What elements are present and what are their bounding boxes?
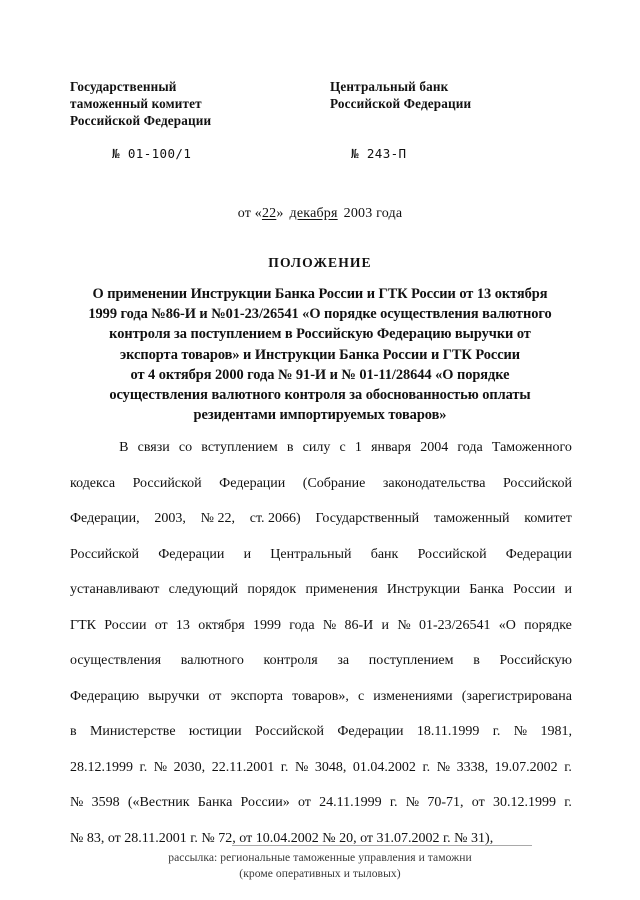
body-word: Федерации bbox=[505, 546, 572, 562]
body-word: ГТК bbox=[70, 617, 96, 633]
body-word: Таможенного bbox=[491, 440, 572, 455]
body-word: в bbox=[473, 653, 480, 668]
body-word: связи bbox=[137, 440, 170, 455]
body-word: № bbox=[397, 617, 411, 633]
body-word: № bbox=[70, 795, 84, 810]
body-line bbox=[70, 430, 572, 466]
body-word: применения bbox=[305, 582, 378, 597]
document-number-left-wrap bbox=[70, 145, 331, 163]
body-line: № 83, от 28.11.2001 г. № 72, от 10.04.2002 № 20, от 31.07.2002 г. № 31), bbox=[70, 830, 494, 846]
title-line: резидентами импортируемых товаров» bbox=[193, 407, 447, 424]
body-word: 01-23/26541 bbox=[418, 617, 491, 633]
body-word: № bbox=[405, 795, 420, 810]
body-word: Банка bbox=[469, 582, 504, 597]
body-word: от bbox=[208, 688, 222, 704]
body-word: таможенный bbox=[433, 511, 510, 526]
body-word: устанавливают bbox=[70, 582, 160, 597]
body-line bbox=[70, 679, 572, 715]
footer bbox=[0, 845, 640, 882]
body-word: Федерации, bbox=[70, 511, 140, 526]
body-word: с bbox=[357, 688, 365, 704]
body-word: и bbox=[564, 582, 572, 597]
body-word: порядок bbox=[247, 582, 297, 597]
body-word: Центральный bbox=[270, 546, 352, 562]
body-word: г. bbox=[422, 759, 431, 775]
body-word: юстиции bbox=[188, 724, 242, 739]
body-word: изменениями bbox=[373, 688, 453, 704]
body-word: 3338, bbox=[456, 759, 489, 775]
body-word: Инструкции bbox=[386, 582, 461, 597]
body-word: банк bbox=[370, 546, 399, 562]
body-word: России bbox=[104, 617, 147, 633]
body-word: 86-И bbox=[344, 617, 374, 633]
date-prefix: от « bbox=[237, 206, 262, 221]
body-word: октября bbox=[198, 617, 245, 633]
body-word: осуществления bbox=[70, 653, 162, 668]
title-line: экспорта товаров» и Инструкции Банка России и ГТК России bbox=[119, 346, 521, 363]
body-line bbox=[70, 608, 572, 644]
body-word: порядке bbox=[524, 617, 572, 633]
body-word: Федерацию bbox=[70, 688, 140, 704]
body-word: силу bbox=[302, 440, 331, 455]
letterhead bbox=[70, 78, 570, 129]
body-word: Российской bbox=[417, 546, 487, 562]
date-year: 2003 года bbox=[343, 206, 403, 221]
body-word: России bbox=[513, 582, 556, 597]
body-word: кодекса bbox=[70, 475, 116, 491]
body-word: г. bbox=[564, 795, 572, 810]
paragraph-indent bbox=[70, 430, 110, 466]
body-word: России» bbox=[240, 795, 290, 810]
body-word: в bbox=[70, 724, 77, 739]
body-line bbox=[70, 714, 572, 750]
issuer-right-line-2: Российской Федерации bbox=[330, 96, 472, 111]
body-word: Федерации bbox=[219, 475, 286, 491]
body-word: г. bbox=[280, 759, 289, 775]
body-word: Российской bbox=[255, 724, 325, 739]
issuer-left-line-2: таможенный комитет bbox=[70, 96, 202, 111]
body-word: товаров», bbox=[292, 688, 349, 704]
body-word: 28.12.1999 bbox=[70, 759, 133, 775]
body-word: Федерации bbox=[337, 724, 404, 739]
document-number-right: № 243-П bbox=[351, 146, 407, 161]
document-numbers bbox=[70, 145, 570, 163]
body-word: января bbox=[371, 440, 412, 455]
body-line bbox=[70, 466, 572, 502]
issuer-right-line-1: Центральный банк bbox=[330, 79, 449, 94]
body-line bbox=[70, 750, 572, 786]
title-line: осуществления валютного контроля за обоснованностью оплаты bbox=[109, 387, 531, 404]
date-month: декабря bbox=[289, 206, 338, 221]
body-word: № 22, bbox=[200, 511, 236, 526]
body-word: 19.07.2002 bbox=[494, 759, 558, 775]
document-number-left: № 01-100/1 bbox=[112, 146, 192, 161]
distribution-line-1: рассылка: региональные таможенные управления и таможни bbox=[168, 851, 472, 864]
body-word: № bbox=[153, 759, 168, 775]
body-word: № bbox=[513, 724, 528, 739]
body-word: Российской bbox=[502, 475, 572, 491]
issuer-left-line-1: Государственный bbox=[70, 79, 177, 94]
body-word: 24.11.1999 bbox=[319, 795, 382, 810]
title-line: 1999 года №86-И и №01-23/26541 «О порядке осуществления валютного bbox=[88, 306, 552, 323]
body-word: № bbox=[322, 617, 337, 633]
body-word: комитет bbox=[524, 511, 572, 526]
body-line bbox=[70, 501, 572, 537]
document-number-right-wrap bbox=[331, 145, 570, 163]
body-word: г. bbox=[139, 759, 148, 775]
body-word: года bbox=[457, 440, 483, 455]
body-word: за bbox=[337, 653, 350, 668]
body-word: в bbox=[286, 440, 294, 455]
body-word: со bbox=[178, 440, 193, 455]
title-line: от 4 октября 2000 года № 91-И и № 01-11/28644 «О порядке bbox=[130, 366, 510, 383]
body-word: г. bbox=[492, 724, 501, 739]
body-word: ст. 2066) bbox=[249, 511, 301, 526]
body-word: № bbox=[294, 759, 309, 775]
body-word: Министерстве bbox=[89, 724, 176, 739]
body-word: 3048, bbox=[314, 759, 347, 775]
document-title bbox=[70, 284, 570, 425]
body-word: Российской bbox=[132, 475, 202, 491]
body-word: № bbox=[436, 759, 451, 775]
body-word: В bbox=[119, 440, 129, 455]
body-word: 01.04.2002 bbox=[352, 759, 416, 775]
body-word: вступлением bbox=[201, 440, 278, 455]
body-word: 13 bbox=[175, 617, 190, 633]
document-type-heading: ПОЛОЖЕНИЕ bbox=[268, 255, 372, 270]
issuer-left-line-3: Российской Федерации bbox=[70, 113, 212, 128]
body-word: следующий bbox=[168, 582, 239, 597]
body-word: контроля bbox=[263, 653, 318, 668]
distribution-line-2: (кроме оперативных и тыловых) bbox=[239, 867, 401, 880]
body-word: законодательства bbox=[382, 475, 486, 491]
body-paragraph bbox=[70, 430, 572, 856]
body-word: Государственный bbox=[315, 511, 420, 526]
body-word: от bbox=[154, 617, 168, 633]
body-word: 3598 bbox=[91, 795, 120, 810]
body-word: 2004 bbox=[420, 440, 449, 455]
date-day: 22 bbox=[261, 206, 277, 221]
body-word: Федерации bbox=[158, 546, 225, 562]
title-line: О применении Инструкции Банка России и ГТК России от 13 октября bbox=[92, 286, 548, 302]
body-line bbox=[70, 572, 572, 608]
body-word: с bbox=[339, 440, 346, 455]
body-word: от bbox=[297, 795, 311, 810]
body-word: 1 bbox=[354, 440, 362, 455]
title-line: контроля за поступлением в Российскую Федерацию выручки от bbox=[109, 326, 531, 343]
letterhead-left-issuer bbox=[70, 78, 310, 129]
body-word: Российскую bbox=[499, 653, 572, 668]
body-word: 22.11.2001 bbox=[211, 759, 275, 775]
body-word: и bbox=[381, 617, 390, 633]
body-word: Российской bbox=[70, 546, 139, 562]
body-word: валютного bbox=[180, 653, 244, 668]
body-word: года bbox=[289, 617, 315, 633]
body-word: г. bbox=[389, 795, 398, 810]
body-word: выручки bbox=[148, 688, 200, 704]
body-word: г. bbox=[564, 759, 572, 775]
body-word: «О bbox=[498, 617, 516, 633]
body-word: 70-71, bbox=[427, 795, 464, 810]
body-line bbox=[70, 643, 572, 679]
body-word: 2030, bbox=[173, 759, 206, 775]
body-word: (зарегистрирована bbox=[461, 688, 572, 704]
body-line bbox=[70, 785, 572, 821]
letterhead-right-issuer bbox=[310, 78, 570, 112]
body-word: («Вестник bbox=[127, 795, 190, 810]
body-word: (Собрание bbox=[302, 475, 366, 491]
body-word: Банка bbox=[197, 795, 233, 810]
body-word: 1999 bbox=[253, 617, 282, 633]
body-line bbox=[70, 537, 572, 573]
body-word: 2003, bbox=[154, 511, 186, 526]
date-line bbox=[0, 206, 640, 222]
body-word: и bbox=[243, 546, 252, 562]
body-word: от bbox=[471, 795, 485, 810]
body-word: 30.12.1999 bbox=[492, 795, 556, 810]
date-after-day: » bbox=[276, 206, 284, 221]
body-word: экспорта bbox=[230, 688, 284, 704]
body-word: 1981, bbox=[540, 724, 572, 739]
body-word: поступлением bbox=[368, 653, 454, 668]
body-word: 18.11.1999 bbox=[416, 724, 480, 739]
